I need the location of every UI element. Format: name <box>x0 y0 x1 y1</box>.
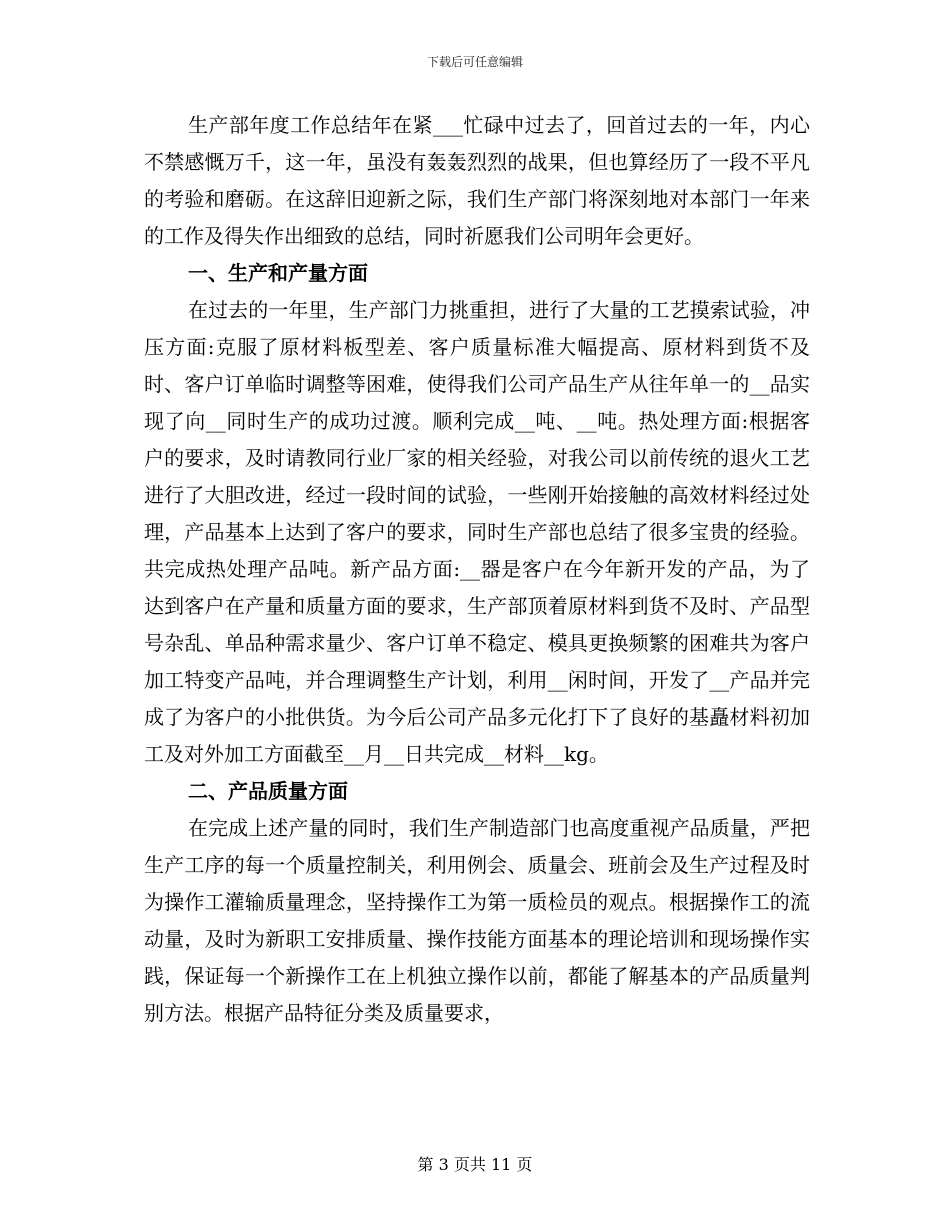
document-body <box>144 107 810 1032</box>
section-heading-quality: 二、产品质量方面 <box>188 779 348 803</box>
production-paragraph: 在过去的一年里，生产部门力挑重担，进行了大量的工艺摸索试验，冲压方面:克服了原材料板型差、客户质量标准大幅提高、原材料到货不及时、客户订单临时调整等困难，使得我们公司产品生产从往年单一的__品实现了向__同时生产的成功过渡。顺利完成__吨、__吨。热处理方面:根据客户的要求，及时请教同行业厂家的相关经验，对我公司以前传统的退火工艺进行了大胆改进，经过一段时间的试验，一些刚开始接触的高效材料经过处理，产品基本上达到了客户的要求，同时生产部也总结了很多宝贵的经验。共完成热处理产品吨。新产品方面:__器是客户在今年新开发的产品，为了达到客户在产量和质量方面的要求，生产部顶着原材料到货不及时、产品型号杂乱、单品种需求量少、客户订单不稳定、模具更换频繁的困难共为客户加工特变产品吨，并合理调整生产计划，利用__闲时间，开发了__产品并完成了为客户的小批供货。为今后公司产品多元化打下了良好的基矗材料初加工及对外加工方面截至__月__日共完成__材料__kg。 <box>144 298 810 766</box>
intro-paragraph: 生产部年度工作总结年在紧___忙碌中过去了，回首过去的一年，内心不禁感慨万千，这一年，虽没有轰轰烈烈的战果，但也算经历了一段不平凡的考验和磨砺。在这辞旧迎新之际，我们生产部门将深刻地对本部门一年来的工作及得失作出细致的总结，同时祈愿我们公司明年会更好。 <box>144 113 810 248</box>
section-heading-production: 一、生产和产量方面 <box>188 261 368 285</box>
quality-paragraph: 在完成上述产量的同时，我们生产制造部门也高度重视产品质量，严把生产工序的每一个质量控制关，利用例会、质量会、班前会及生产过程及时为操作工灌输质量理念，坚持操作工为第一质检员的观点。根据操作工的流动量，及时为新职工安排质量、操作技能方面基本的理论培训和现场操作实践，保证每一个新操作工在上机独立操作以前，都能了解基本的产品质量判别方法。根据产品特征分类及质量要求， <box>144 816 810 1025</box>
page-header: 下载后可任意编辑 <box>426 55 523 69</box>
page-footer: 第 3 页共 11 页 <box>417 1155 533 1174</box>
